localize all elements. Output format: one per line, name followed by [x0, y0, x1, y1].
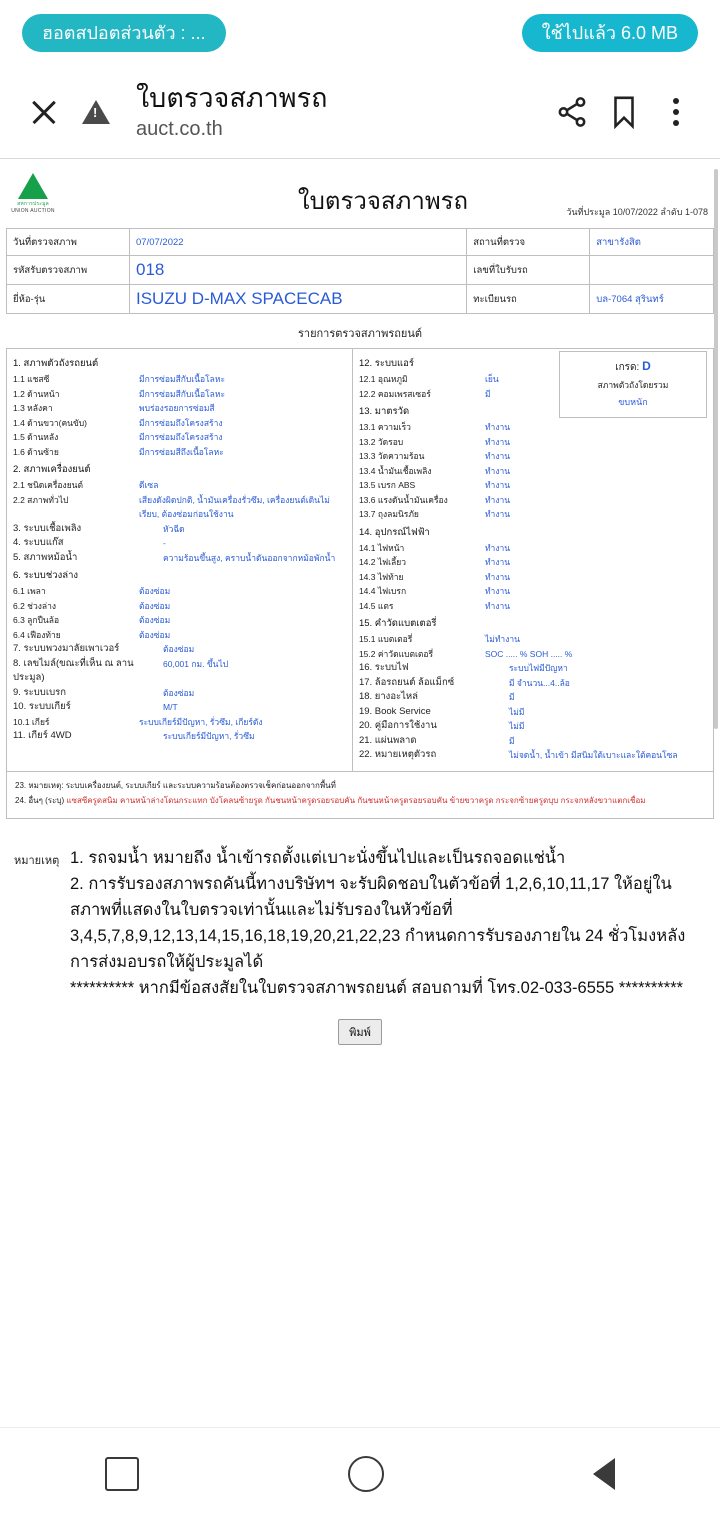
circle-icon	[348, 1456, 384, 1492]
inspection-row	[359, 632, 707, 647]
inspection-section-title: รายการตรวจสภาพรถยนต์	[297, 328, 423, 340]
info-label: วันที่ตรวจสภาพ	[7, 229, 130, 256]
inspection-key: 9. ระบบเบรก	[13, 686, 66, 698]
inspection-row	[13, 642, 346, 657]
inspection-key: 18. ยางอะไหล่	[358, 691, 418, 702]
remark-line: 1. รถจมน้ำ หมายถึง น้ำเข้ารถตั้งแต่เบาะนั่งขึ้นไปและเป็นรถจอดแช่น้ำ	[70, 848, 566, 867]
inspection-key: 21. แผ่นพลาด	[358, 734, 417, 746]
inspection-key: 2.1 ชนิดเครื่องยนต์	[13, 480, 84, 490]
inspection-key: 4. ระบบแก๊ส	[13, 537, 64, 548]
info-value: สาขารังสิต	[590, 229, 714, 256]
inspection-key: 5. สภาพหม้อน้ำ	[13, 551, 78, 563]
share-button[interactable]	[546, 86, 598, 138]
inspection-row	[13, 551, 346, 566]
inspection-key: 13.6 แรงดันน้ำมันเครื่อง	[358, 494, 448, 505]
inspection-value: ระบบไฟมีปัญหา	[508, 663, 568, 673]
company-logo	[10, 173, 56, 214]
inspection-value: ทำงาน	[484, 586, 511, 596]
inspection-key: 2.2 สภาพทั่วไป	[13, 494, 69, 505]
page-title: ใบตรวจสภาพรถ	[136, 83, 328, 114]
note-23-row	[15, 778, 705, 793]
inspection-row	[359, 449, 707, 464]
grade-box	[559, 351, 707, 418]
inspection-value: ทำงาน	[484, 480, 511, 490]
inspection-key: 16. ระบบไฟ	[358, 662, 409, 673]
remark-label: หมายเหตุ	[14, 854, 60, 867]
document-meta: วันที่ประมูล 10/07/2022 ลำดับ 1-078	[566, 207, 708, 217]
inspection-key: 14.4 ไฟเบรก	[358, 586, 407, 596]
inspection-value: มีการซ่อมสีถึงเนื้อโลหะ	[139, 446, 224, 457]
inspection-left-column	[7, 349, 353, 771]
inspection-value: ต้องซ่อม	[163, 644, 195, 654]
inspection-value: ทำงาน	[484, 494, 511, 505]
inspection-value: ทำงาน	[484, 451, 511, 461]
inspection-row	[359, 478, 707, 493]
inspection-key: 6.3 ลูกปืนล้อ	[13, 615, 60, 625]
inspection-key: 1.6 ด้านซ้าย	[13, 446, 59, 457]
android-navigation-bar	[0, 1427, 720, 1520]
inspection-row	[13, 401, 346, 416]
inspection-value: มี	[484, 388, 491, 399]
inspection-value: ต้องซ่อม	[139, 586, 171, 596]
inspection-key: 14.1 ไฟหน้า	[358, 542, 405, 553]
inspection-row	[13, 536, 346, 551]
inspection-group-title: 15. คำวัดแบตเตอรี่	[358, 618, 437, 629]
inspection-value: -	[163, 538, 166, 548]
inspection-group-title: 13. มาตรวัด	[358, 406, 410, 417]
inspection-row	[359, 647, 707, 662]
bookmark-button[interactable]	[598, 86, 650, 138]
inspection-row	[13, 613, 346, 628]
inspection-key: 14.5 แตร	[358, 600, 394, 611]
info-label: สถานที่ตรวจ	[467, 229, 590, 256]
note-24-label: 24. อื่นๆ (ระบุ)	[15, 795, 65, 805]
inspection-key: 1.3 หลังคา	[13, 403, 53, 413]
inspection-key: 19. Book Service	[358, 705, 431, 717]
inspection-row	[13, 430, 346, 445]
inspection-key: 15.2 ค่าวัดแบตเตอรี่	[358, 648, 434, 659]
browser-toolbar	[0, 66, 720, 158]
share-icon	[555, 95, 589, 129]
inspection-row	[13, 522, 346, 537]
inspection-value: M/T	[163, 702, 178, 712]
inspection-row	[13, 686, 346, 701]
inspection-key: 1.2 ด้านหน้า	[13, 388, 60, 399]
document-header	[6, 159, 714, 222]
inspection-value: ทำงาน	[484, 509, 511, 519]
warning-icon	[82, 100, 110, 124]
table-row	[7, 229, 714, 256]
table-row	[7, 285, 714, 314]
info-value	[590, 256, 714, 285]
info-label: เลขที่ใบรับรถ	[467, 256, 590, 285]
close-icon	[29, 97, 59, 127]
inspection-row	[13, 416, 346, 431]
inspection-value: ดีเซล	[139, 480, 159, 490]
inspection-value: ระบบเกียร์มีปัญหา, รั่วซึม	[163, 731, 255, 741]
inspection-row	[359, 705, 707, 720]
inspection-value: ต้องซ่อม	[139, 615, 171, 625]
inspection-group-title: 6. ระบบช่วงล่าง	[13, 570, 79, 581]
inspection-row	[13, 657, 346, 686]
inspection-row	[359, 493, 707, 508]
info-value: ISUZU D-MAX SPACECAB	[130, 285, 467, 314]
inspection-row	[359, 570, 707, 585]
web-page-content	[0, 159, 720, 1439]
inspection-value: มี	[508, 692, 515, 702]
inspection-group-title: 12. ระบบแอร์	[358, 358, 414, 369]
inspection-row	[13, 628, 346, 643]
inspection-value: ทำงาน	[484, 422, 511, 432]
logo-triangle-icon	[18, 173, 48, 199]
grade-desc: สภาพตัวถังโดยรวม	[597, 380, 669, 390]
inspection-row	[359, 464, 707, 479]
inspection-key: 17. ล้อรถยนต์ ล้อแม็กซ์	[358, 676, 455, 688]
inspection-key: 20. คู่มือการใช้งาน	[358, 720, 437, 731]
inspection-key: 15.1 แบตเตอรี่	[358, 634, 413, 644]
inspection-key: 13.5 เบรก ABS	[358, 480, 416, 490]
inspection-row	[13, 729, 346, 744]
inspection-key: 6.2 ช่วงล่าง	[13, 600, 57, 611]
info-label: ทะเบียนรถ	[467, 285, 590, 314]
inspection-row	[13, 715, 346, 730]
inspection-row	[359, 719, 707, 734]
square-icon	[105, 1457, 139, 1491]
inspection-group-title: 1. สภาพตัวถังรถยนต์	[13, 358, 99, 369]
inspection-key: 6.1 เพลา	[13, 586, 46, 596]
inspection-value: ต้องซ่อม	[139, 600, 171, 611]
site-security-warning-button[interactable]	[70, 86, 122, 138]
inspection-key: 10.1 เกียร์	[13, 716, 50, 727]
inspection-row	[359, 661, 707, 676]
inspection-key: 12.2 คอมเพรสเซอร์	[358, 388, 431, 399]
note-23-text: ระบบเครื่องยนต์, ระบบเกียร์ และระบบความร้อนต้องตรวจเช็คก่อนออกจากพื้นที่	[65, 780, 336, 790]
inspection-value: ต้องซ่อม	[163, 687, 195, 698]
inspection-value: มีการซ่อมสีกับเนื้อโลหะ	[139, 388, 226, 399]
close-button[interactable]	[18, 86, 70, 138]
inspection-row	[13, 493, 346, 522]
inspection-value: ต้องซ่อม	[139, 629, 171, 640]
inspection-key: 11. เกียร์ 4WD	[13, 730, 72, 741]
inspection-key: 13.7 ถุงลมนิรภัย	[358, 509, 419, 519]
recent-apps-button[interactable]	[105, 1457, 139, 1491]
inspection-key: 1.1 แชสซี	[13, 374, 50, 384]
remark-line: 2. การรับรองสภาพรถคันนี้ทางบริษัทฯ จะรับผิดชอบในตัวข้อที่ 1,2,6,10,11,17 ให้อยู่ในสภาพที่แสดงในใบตรวจเท่านั้นและไม่รับรองในหัวข้อที่ 3,4,5,7,8,9,12,13,14,15,16,18,19,20,21,22,23 กำหนดการรับรองภายใน 24 ชั่วโมงหลังการส่งมอบรถให้ผู้ประมูลได้	[70, 874, 686, 971]
inspection-value: เย็น	[484, 374, 499, 384]
info-label: รหัสรับตรวจสภาพ	[7, 256, 130, 285]
inspection-value: ไม่มี	[508, 721, 525, 731]
inspection-value: ไม่ทำงาน	[484, 634, 520, 644]
grade-label: เกรด:	[615, 362, 640, 373]
inspection-row	[13, 445, 346, 460]
inspection-group-title: 2. สภาพเครื่องยนต์	[13, 464, 91, 475]
inspection-value: ทำงาน	[484, 542, 511, 553]
inspection-row	[359, 676, 707, 691]
page-host: auct.co.th	[136, 117, 223, 140]
logo-text-th: สหการประมูล	[17, 201, 49, 207]
note-23-label: 23. หมายเหตุ:	[15, 780, 64, 790]
inspection-key: 22. หมายเหตุตัวรถ	[358, 749, 437, 760]
inspection-row	[359, 584, 707, 599]
inspection-row	[13, 700, 346, 715]
inspection-key: 14.2 ไฟเลี้ยว	[358, 557, 407, 567]
remark-body	[70, 845, 706, 1001]
inspection-value: มี	[508, 735, 515, 746]
inspection-key: 10. ระบบเกียร์	[13, 701, 71, 712]
inspection-value: ทำงาน	[484, 436, 511, 447]
inspection-value: มีการซ่อมสีกับเนื้อโลหะ	[139, 374, 226, 384]
menu-button[interactable]	[650, 86, 702, 138]
inspection-row	[359, 420, 707, 435]
page-scrollbar[interactable]	[714, 169, 718, 729]
inspection-right-column	[353, 349, 713, 771]
info-value: บล-7064 สุรินทร์	[590, 285, 714, 314]
inspection-value: ทำงาน	[484, 465, 511, 476]
inspection-value: ไม่มี	[508, 706, 525, 717]
inspection-row	[13, 584, 346, 599]
inspection-row	[13, 387, 346, 402]
print-button[interactable]: พิมพ์	[338, 1019, 382, 1045]
inspection-key: 13.1 ความเร็ว	[358, 422, 411, 432]
print-button-wrap	[6, 1019, 714, 1045]
inspection-value: ทำงาน	[484, 571, 511, 582]
data-usage-badge: ใช้ไปแล้ว 6.0 MB	[522, 14, 698, 52]
inspection-value: SOC ..... % SOH ..... %	[484, 648, 573, 659]
inspection-value: มีการซ่อมถึงโครงสร้าง	[139, 432, 223, 442]
inspection-key: 1.5 ด้านหลัง	[13, 432, 59, 442]
inspection-columns	[6, 348, 714, 771]
grade-detail: ขบหนัก	[618, 397, 648, 407]
hotspot-badge: ฮอตสปอตส่วนตัว : ...	[22, 14, 226, 52]
inspection-value: ทำงาน	[484, 557, 511, 567]
inspection-row	[13, 478, 346, 493]
note-24-text: แซสซีครูดสนิม คานหน้าล่างโดนกระแทก บังโคลนซ้ายรูด กันชนหน้าครูดรอยรอบคัน กันชนหน้าครูดรอยรอบคัน ข้ายขวาครูด กระจกซ้ายครูดบุบ กระจกหลังขวาแตกเชื่อม	[66, 795, 646, 805]
grade-value: D	[642, 359, 651, 373]
remark-section	[6, 845, 714, 1001]
document-title: ใบตรวจสภาพรถ	[297, 188, 469, 215]
inspection-value: ไม่จดน้ำ, น้ำเข้า มีสนิมใต้เบาะและใต้คอนโซล	[508, 750, 678, 760]
status-bar	[0, 0, 720, 66]
inspection-row	[359, 748, 707, 763]
inspection-row	[359, 690, 707, 705]
remark-line: ********** หากมีข้อสงสัยในใบตรวจสภาพรถยนต์ สอบถามที่ โทร.02-033-6555 **********	[70, 978, 684, 997]
table-row	[7, 256, 714, 285]
inspection-row	[359, 555, 707, 570]
bookmark-icon	[611, 95, 637, 129]
info-value: 07/07/2022	[130, 229, 467, 256]
vehicle-info-table	[6, 228, 714, 314]
inspection-key: 13.4 น้ำมันเชื้อเพลิง	[358, 465, 432, 476]
inspection-row	[359, 599, 707, 614]
info-value: 018	[130, 256, 467, 285]
inspection-row	[13, 599, 346, 614]
inspection-value: มี จำนวน...4..ล้อ	[508, 677, 570, 688]
inspection-value: เสียงดังผิดปกติ, น้ำมันเครื่องรั่วซึม, เครื่องยนต์เดินไม่เรียบ, ต้องซ่อมก่อนใช้งาน	[139, 494, 330, 519]
inspection-row	[359, 734, 707, 749]
inspection-key: 13.3 วัดความร้อน	[358, 451, 425, 461]
address-bar[interactable]	[136, 83, 546, 140]
inspection-group-title: 14. อุปกรณ์ไฟฟ้า	[358, 526, 430, 538]
inspection-key: 13.2 วัดรอบ	[358, 436, 404, 447]
inspection-value: ระบบเกียร์มีปัญหา, รั่วซึม, เกียร์ดัง	[139, 716, 263, 727]
more-vertical-icon	[673, 98, 679, 126]
inspection-row	[359, 541, 707, 556]
inspection-key: 14.3 ไฟท้าย	[358, 571, 404, 582]
inspection-row	[13, 372, 346, 387]
inspection-row	[359, 435, 707, 450]
inspection-value: ความร้อนขึ้นสูง, คราบน้ำดันออกจากหม้อพักน้ำ	[163, 552, 336, 563]
inspection-key: 6.4 เฟืองท้าย	[13, 629, 61, 640]
inspection-key: 7. ระบบพวงมาลัยเพาเวอร์	[13, 643, 120, 654]
back-button[interactable]	[593, 1458, 615, 1490]
notes-box	[6, 771, 714, 819]
inspection-value: ทำงาน	[484, 600, 511, 611]
home-button[interactable]	[348, 1456, 384, 1492]
inspection-key: 12.1 อุณหภูมิ	[358, 374, 408, 384]
inspection-key: 8. เลขไมล์(ขณะที่เห็น ณ ลานประมูล)	[13, 657, 134, 683]
inspection-value: มีการซ่อมถึงโครงสร้าง	[139, 417, 223, 428]
back-triangle-icon	[593, 1458, 615, 1490]
inspection-key: 1.4 ด้านขวา(คนขับ)	[13, 417, 88, 428]
inspection-row	[359, 507, 707, 522]
inspection-value: 60,001 กม. ขึ้นไป	[163, 658, 229, 669]
inspection-value: หัวฉีด	[163, 523, 185, 534]
note-24-row	[15, 793, 705, 808]
inspection-key: 3. ระบบเชื้อเพลิง	[13, 522, 82, 534]
inspection-value: พบร่องรอยการซ่อมสี	[139, 403, 215, 413]
info-label: ยี่ห้อ-รุ่น	[7, 285, 130, 314]
logo-text-en: UNION AUCTION	[11, 208, 55, 214]
